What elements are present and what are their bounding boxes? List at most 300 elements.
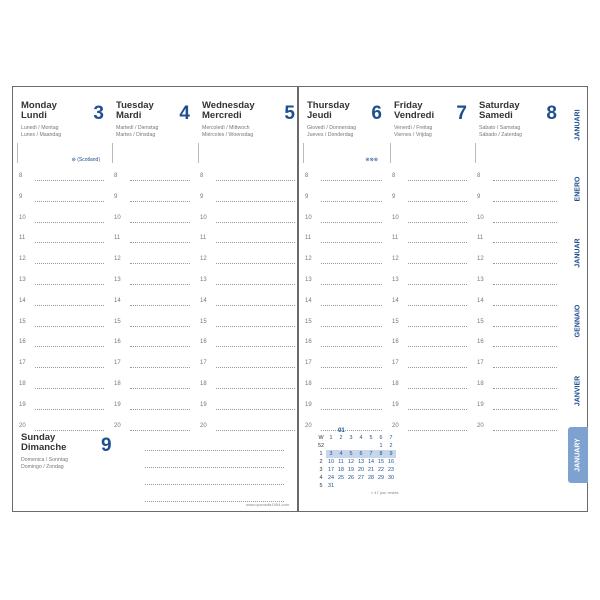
hour-label: 13 (305, 277, 312, 283)
month-tab[interactable] (568, 427, 588, 483)
calendar-day-cell (356, 482, 366, 490)
hour-label: 9 (305, 193, 309, 200)
notes-area[interactable] (390, 143, 465, 163)
hour-line (321, 367, 382, 368)
hour-row[interactable] (386, 423, 471, 433)
hour-row[interactable] (13, 235, 108, 245)
hour-row[interactable] (194, 381, 299, 391)
hour-label: 16 (200, 339, 207, 346)
hour-line (145, 484, 284, 485)
translation-line: Mercoledì / Mittwoch (202, 125, 250, 131)
days-remaining-note: ≈ 47 jour restés (371, 490, 399, 495)
month-tab[interactable] (568, 159, 588, 219)
hour-row[interactable] (386, 235, 471, 245)
hour-label: 17 (200, 360, 207, 367)
calendar-day-cell: 4 (336, 450, 346, 458)
hour-label: 17 (114, 360, 121, 367)
hour-line (493, 242, 557, 243)
hour-row[interactable] (194, 235, 299, 245)
hour-row[interactable] (386, 381, 471, 391)
day-number: 6 (371, 103, 382, 124)
hour-line (35, 201, 104, 202)
translation-line: Miércoles / Woensdag (202, 132, 254, 138)
hour-label: 15 (114, 318, 121, 325)
hour-row[interactable] (471, 256, 561, 266)
hour-label: 18 (19, 381, 26, 387)
hour-label: 16 (305, 339, 312, 346)
calendar-day-cell: 12 (348, 459, 354, 465)
hour-row[interactable] (194, 298, 299, 308)
hour-label: 8 (477, 173, 481, 179)
hour-label: 8 (114, 173, 118, 179)
calendar-header-cell: 3 (349, 435, 353, 441)
hour-row[interactable] (299, 381, 386, 391)
hour-label: 11 (392, 235, 399, 242)
hour-line (216, 346, 295, 347)
calendar-day-cell: 27 (358, 475, 364, 481)
hour-row[interactable] (194, 256, 299, 266)
calendar-day-cell: 20 (358, 467, 364, 473)
day-name-en: Friday (394, 100, 423, 111)
hour-label: 19 (19, 401, 26, 408)
sunday-line[interactable] (123, 460, 288, 470)
calendar-day-cell (366, 482, 376, 490)
hour-label: 9 (477, 193, 481, 200)
day-name-fr: Mardi (116, 110, 142, 121)
hour-row[interactable] (108, 194, 194, 204)
calendar-header-cell: 4 (359, 435, 363, 441)
day-name-fr: Jeudi (307, 110, 332, 121)
calendar-week-cell: 52 (318, 443, 324, 449)
hour-row[interactable] (13, 339, 108, 349)
calendar-day-cell: 22 (378, 467, 384, 473)
day-name (394, 101, 434, 121)
hour-label: 17 (392, 360, 399, 367)
month-tab[interactable] (568, 95, 588, 155)
hour-label: 10 (114, 214, 121, 221)
hour-row[interactable] (386, 194, 471, 204)
hour-label: 14 (477, 297, 484, 304)
hour-line (493, 346, 557, 347)
day-translations (479, 125, 522, 139)
calendar-day-cell (366, 442, 376, 450)
hour-line (408, 222, 467, 223)
hour-row[interactable] (194, 423, 299, 433)
hour-label: 14 (392, 297, 399, 304)
hour-label: 8 (19, 173, 23, 179)
hour-line (408, 305, 467, 306)
hour-row[interactable] (471, 298, 561, 308)
hour-line (35, 367, 104, 368)
hour-row[interactable] (108, 173, 194, 183)
day-number: 7 (456, 103, 467, 124)
calendar-week-cell: 4 (319, 475, 323, 481)
hour-line (145, 467, 284, 468)
hour-label: 12 (200, 256, 207, 263)
hour-row[interactable] (108, 360, 194, 370)
hour-label: 12 (114, 256, 121, 263)
hour-label: 11 (477, 235, 484, 242)
day-name-fr: Lundi (21, 110, 47, 121)
calendar-day-cell (376, 482, 386, 490)
calendar-day-cell (346, 442, 356, 450)
hour-label: 14 (114, 297, 121, 304)
day-name-en: Monday (21, 100, 57, 111)
calendar-day-cell: 10 (328, 459, 334, 465)
day-number: 9 (101, 435, 112, 456)
hour-label: 15 (392, 318, 399, 325)
hour-label: 13 (200, 277, 207, 283)
calendar-day-cell: 30 (388, 475, 394, 481)
hour-row[interactable] (13, 194, 108, 204)
hour-line (408, 388, 467, 389)
hour-line (408, 242, 467, 243)
hour-row[interactable] (386, 215, 471, 225)
notes-area[interactable] (112, 143, 188, 163)
calendar-header-cell: 1 (329, 435, 333, 441)
calendar-day-cell: 19 (348, 467, 354, 473)
hour-line (130, 326, 190, 327)
hour-line (321, 222, 382, 223)
hour-line (493, 284, 557, 285)
hour-line (321, 263, 382, 264)
hour-line (35, 430, 104, 431)
calendar-day-cell: 1 (379, 443, 383, 449)
translation-line: Giovedì / Donnerstag (307, 125, 357, 131)
calendar-week-cell: 1 (319, 451, 323, 457)
hour-line (35, 263, 104, 264)
day-name-en: Sunday (21, 432, 56, 443)
hour-row[interactable] (194, 402, 299, 412)
hour-label: 13 (392, 277, 399, 283)
hour-line (130, 346, 190, 347)
hour-label: 9 (19, 193, 23, 200)
translation-line: Martes / Dinsdag (116, 132, 156, 138)
hour-row[interactable] (299, 256, 386, 266)
hour-row[interactable] (108, 277, 194, 287)
hour-label: 20 (477, 422, 484, 429)
calendar-day-cell: 18 (338, 467, 344, 473)
hour-row[interactable] (194, 360, 299, 370)
hour-line (493, 222, 557, 223)
day-translations (394, 125, 432, 139)
day-name (116, 101, 154, 121)
translation-line: Domenica / Sonntag (21, 457, 69, 463)
hour-line (130, 284, 190, 285)
hour-label: 11 (305, 235, 312, 242)
hour-row[interactable] (299, 402, 386, 412)
day-column (386, 87, 471, 511)
hour-row[interactable] (299, 235, 386, 245)
hour-label: 10 (477, 214, 484, 221)
day-name-en: Wednesday (202, 100, 255, 111)
hour-row[interactable] (471, 173, 561, 183)
hour-row[interactable] (471, 423, 561, 433)
hour-line (408, 346, 467, 347)
calendar-header-cell: 5 (369, 435, 373, 441)
hour-row[interactable] (108, 256, 194, 266)
hour-row[interactable] (194, 194, 299, 204)
hour-row[interactable] (471, 319, 561, 329)
hour-row[interactable] (386, 319, 471, 329)
hour-row[interactable] (299, 215, 386, 225)
notes-area[interactable] (198, 143, 293, 163)
sunday-line[interactable] (123, 477, 288, 487)
hour-row[interactable] (108, 381, 194, 391)
hour-line (321, 305, 382, 306)
hour-row[interactable] (13, 360, 108, 370)
hour-line (216, 222, 295, 223)
hour-line (493, 201, 557, 202)
hour-row[interactable] (471, 277, 561, 287)
calendar-day-cell: 16 (388, 459, 394, 465)
hour-row[interactable] (386, 402, 471, 412)
calendar-day-cell: 15 (378, 459, 384, 465)
hour-row[interactable] (108, 215, 194, 225)
hour-row[interactable] (386, 360, 471, 370)
month-tab-label: JANUARI (574, 109, 582, 141)
hour-row[interactable] (108, 402, 194, 412)
calendar-day-cell: 23 (388, 467, 394, 473)
hour-label: 11 (200, 235, 207, 242)
hour-row[interactable] (13, 173, 108, 183)
hour-line (35, 180, 104, 181)
calendar-week-cell: 2 (319, 459, 323, 465)
calendar-day-cell: 26 (348, 475, 354, 481)
hour-row[interactable] (471, 402, 561, 412)
hour-line (216, 326, 295, 327)
hour-row[interactable] (108, 319, 194, 329)
day-name (479, 101, 520, 121)
mini-calendar (316, 428, 396, 490)
calendar-week-cell: 5 (319, 483, 323, 489)
hour-label: 8 (200, 173, 204, 179)
hour-line (145, 450, 284, 451)
hour-label: 11 (19, 235, 26, 242)
hour-label: 15 (19, 318, 26, 325)
hour-line (216, 284, 295, 285)
hour-row[interactable] (194, 339, 299, 349)
month-tab-label: JANUAR (574, 238, 582, 268)
hour-label: 18 (114, 381, 121, 387)
hour-line (130, 222, 190, 223)
hour-label: 17 (477, 360, 484, 367)
hour-label: 9 (114, 193, 118, 200)
translation-line: Sábado / Zaterdag (479, 132, 522, 138)
hour-line (408, 430, 467, 431)
hour-label: 17 (19, 360, 26, 367)
hour-line (493, 263, 557, 264)
hour-row[interactable] (299, 298, 386, 308)
hour-row[interactable] (13, 319, 108, 329)
hour-line (493, 388, 557, 389)
hour-row[interactable] (108, 423, 194, 433)
hour-row[interactable] (386, 256, 471, 266)
hour-row[interactable] (194, 215, 299, 225)
hour-row[interactable] (13, 381, 108, 391)
day-name (202, 101, 255, 121)
hour-row[interactable] (386, 277, 471, 287)
hour-row[interactable] (108, 339, 194, 349)
day-name-fr: Mercredi (202, 110, 242, 121)
hour-row[interactable] (299, 277, 386, 287)
calendar-day-cell: 17 (328, 467, 334, 473)
hour-row[interactable] (13, 256, 108, 266)
hour-line (408, 180, 467, 181)
hour-line (216, 367, 295, 368)
hour-line (130, 430, 190, 431)
hour-row[interactable] (386, 339, 471, 349)
hour-row[interactable] (299, 360, 386, 370)
notes-area[interactable] (475, 143, 555, 163)
hour-line (216, 201, 295, 202)
website-footer: www.quovadis1954.com (245, 502, 289, 507)
hour-line (35, 388, 104, 389)
hour-line (130, 242, 190, 243)
hour-row[interactable] (471, 235, 561, 245)
hour-line (408, 284, 467, 285)
hour-label: 18 (305, 381, 312, 387)
hour-line (216, 409, 295, 410)
hour-label: 12 (19, 256, 26, 263)
hour-label: 10 (305, 214, 312, 221)
hour-line (130, 388, 190, 389)
hour-line (408, 263, 467, 264)
hour-row[interactable] (108, 235, 194, 245)
calendar-day-cell: 8 (376, 450, 386, 458)
hour-row[interactable] (471, 194, 561, 204)
hour-row[interactable] (194, 277, 299, 287)
hour-line (216, 305, 295, 306)
month-tab[interactable] (568, 223, 588, 283)
hour-row[interactable] (299, 339, 386, 349)
hour-line (321, 326, 382, 327)
day-name-en: Thursday (307, 100, 350, 111)
calendar-day-cell: 7 (366, 450, 376, 458)
hour-row[interactable] (194, 319, 299, 329)
calendar-day-cell (326, 442, 336, 450)
day-number: 4 (179, 103, 190, 124)
month-tab-label: ENERO (574, 176, 582, 202)
month-tab[interactable] (568, 361, 588, 421)
hour-line (321, 284, 382, 285)
notes-area[interactable] (17, 143, 102, 163)
hour-row[interactable] (13, 402, 108, 412)
calendar-day-cell: 6 (356, 450, 366, 458)
translation-line: Lunes / Maandag (21, 132, 62, 138)
hour-row[interactable] (13, 277, 108, 287)
hour-row[interactable] (108, 298, 194, 308)
hour-label: 8 (392, 173, 396, 179)
hour-row[interactable] (299, 194, 386, 204)
hour-label: 15 (305, 318, 312, 325)
hour-line (216, 388, 295, 389)
hour-label: 20 (200, 422, 207, 429)
calendar-day-cell: 3 (326, 450, 336, 458)
hour-row[interactable] (386, 298, 471, 308)
hour-row[interactable] (471, 381, 561, 391)
hour-row[interactable] (386, 173, 471, 183)
holiday-note: ⊗⊗⊗ (365, 157, 378, 163)
hour-row[interactable] (13, 298, 108, 308)
hour-line (130, 367, 190, 368)
hour-label: 11 (114, 235, 121, 242)
hour-row[interactable] (194, 173, 299, 183)
day-name (21, 101, 57, 121)
hour-label: 18 (477, 381, 484, 387)
left-page (12, 86, 298, 512)
translation-line: Martedì / Dienstag (116, 125, 159, 131)
hour-label: 16 (477, 339, 484, 346)
hour-label: 8 (305, 173, 309, 179)
day-number: 3 (93, 103, 104, 124)
translation-line: Venerdì / Freitag (394, 125, 433, 131)
hour-label: 20 (392, 422, 399, 429)
calendar-header-cell: 7 (389, 435, 393, 441)
hour-label: 14 (19, 297, 26, 304)
hour-line (35, 409, 104, 410)
calendar-day-cell (336, 482, 346, 490)
translation-line: Domingo / Zondag (21, 464, 64, 470)
day-column (471, 87, 561, 511)
hour-row[interactable] (13, 215, 108, 225)
translation-line: Lunedì / Montag (21, 125, 59, 131)
hour-row[interactable] (471, 215, 561, 225)
hour-line (216, 430, 295, 431)
hour-row[interactable] (299, 319, 386, 329)
sunday-line[interactable] (123, 443, 288, 453)
hour-row[interactable] (299, 173, 386, 183)
calendar-day-cell: 13 (358, 459, 364, 465)
translation-line: Jueves / Donderdag (307, 132, 354, 138)
hour-line (321, 180, 382, 181)
translation-line: Viernes / Vrijdag (394, 132, 432, 138)
hour-line (321, 409, 382, 410)
day-name-fr: Vendredi (394, 110, 435, 121)
hour-line (35, 284, 104, 285)
hour-line (35, 346, 104, 347)
month-tab[interactable] (568, 291, 588, 351)
calendar-week-cell: 3 (319, 467, 323, 473)
hour-line (408, 326, 467, 327)
hour-line (321, 201, 382, 202)
day-name-fr: Dimanche (21, 442, 67, 453)
hour-label: 19 (392, 401, 399, 408)
hour-line (493, 409, 557, 410)
hour-line (408, 201, 467, 202)
hour-label: 14 (200, 297, 207, 304)
day-number: 8 (546, 103, 557, 124)
calendar-day-cell: 24 (328, 475, 334, 481)
hour-label: 18 (392, 381, 399, 387)
hour-line (321, 242, 382, 243)
hour-label: 15 (200, 318, 207, 325)
calendar-header-cell: 2 (339, 435, 343, 441)
hour-line (493, 305, 557, 306)
hour-label: 12 (392, 256, 399, 263)
month-tab-label: JANVIER (574, 375, 582, 407)
notes-area[interactable] (303, 143, 380, 163)
day-translations (116, 125, 158, 139)
translation-line: Sabato / Samstag (479, 125, 521, 131)
calendar-day-cell (386, 482, 396, 490)
hour-row[interactable] (471, 360, 561, 370)
calendar-day-cell: 25 (338, 475, 344, 481)
day-name-en: Saturday (479, 100, 520, 111)
hour-label: 18 (200, 381, 207, 387)
hour-label: 20 (19, 422, 26, 429)
hour-row[interactable] (471, 339, 561, 349)
